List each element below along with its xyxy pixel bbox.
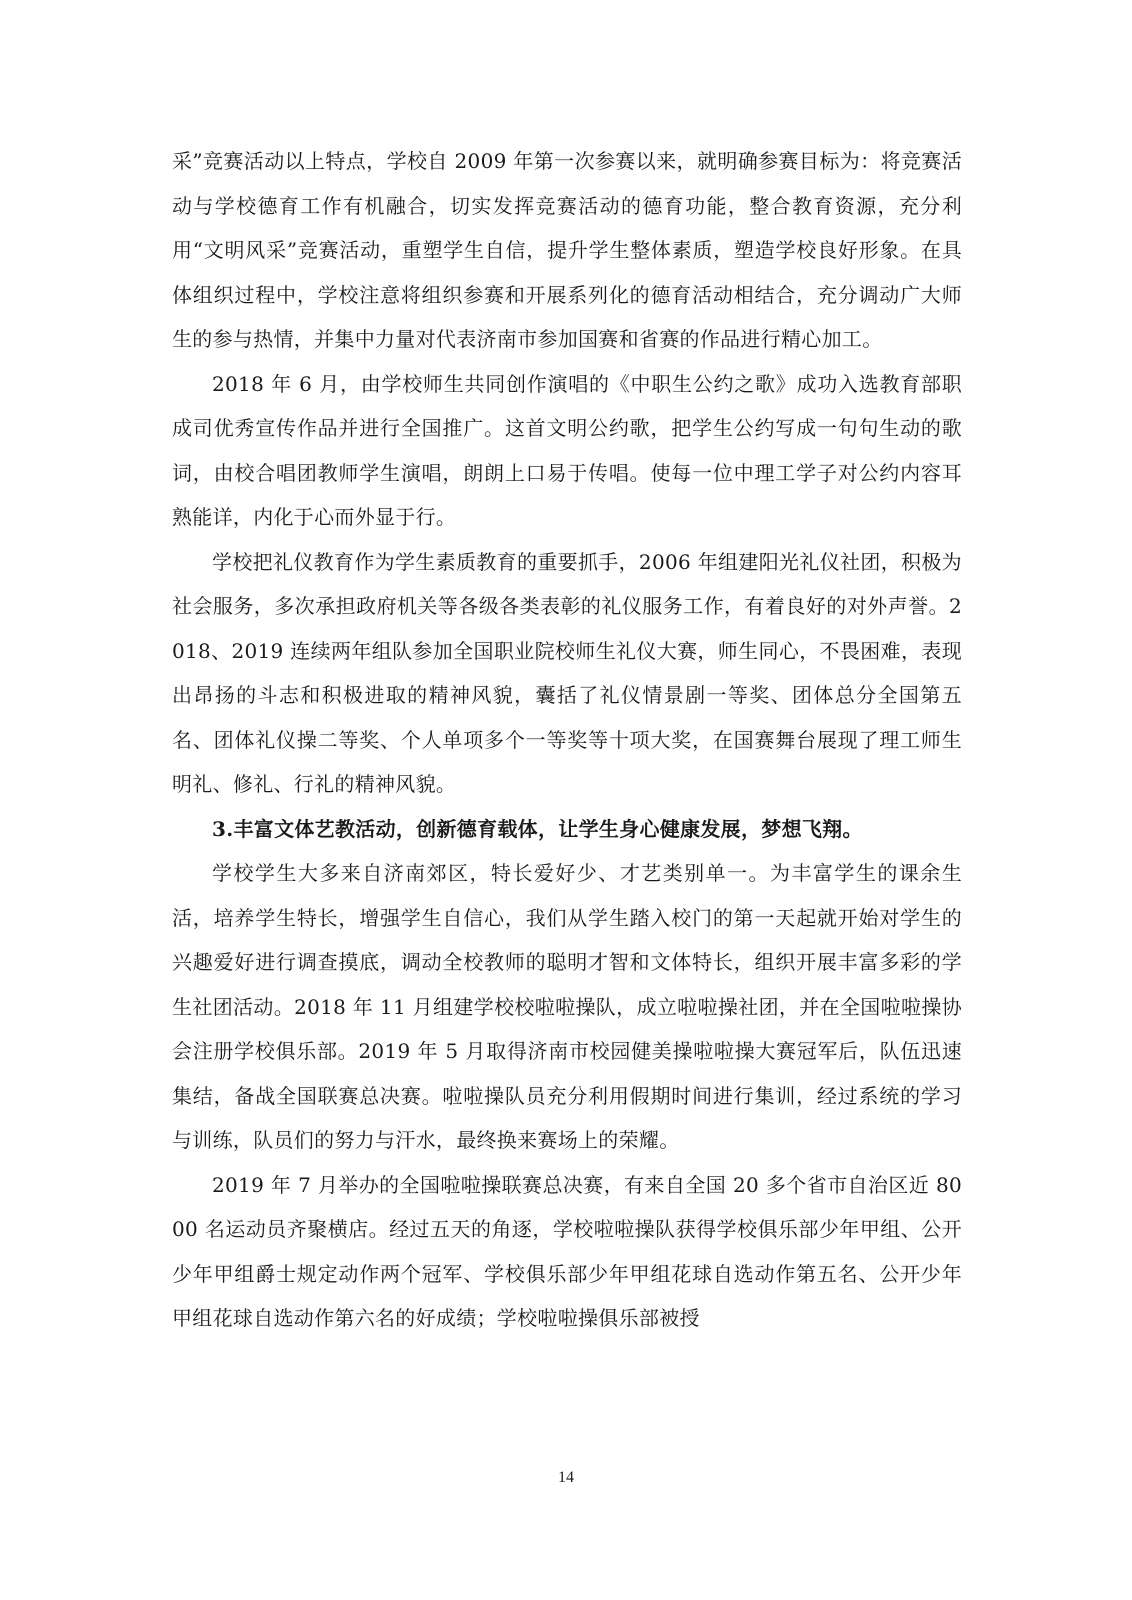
- body-text: [172, 139, 962, 1341]
- section-heading: 3.丰富文体艺教活动，创新德育载体，让学生身心健康发展，梦想飞翔。: [212, 816, 863, 841]
- paragraph: 2019 年 7 月举办的全国啦啦操联赛总决赛，有来自全国 20 多个省市自治区近 8000 名运动员齐聚横店。经过五天的角逐，学校啦啦操队获得学校俱乐部少年甲组、公开少年甲组爵士规定动作两个冠军、学校俱乐部少年甲组花球自选动作第五名、公开少年甲组花球自选动作第六名的好成绩；学校啦啦操俱乐部被授: [172, 1172, 962, 1330]
- paragraph-continuation: 采”竞赛活动以上特点，学校自 2009 年第一次参赛以来，就明确参赛目标为：将竞赛活动与学校德育工作有机融合，切实发挥竞赛活动的德育功能，整合教育资源，充分利用“文明风采”竞赛活动，重塑学生自信，提升学生整体素质，塑造学校良好形象。在具体组织过程中，学校注意将组织参赛和开展系列化的德育活动相结合，充分调动广大师生的参与热情，并集中力量对代表济南市参加国赛和省赛的作品进行精心加工。: [172, 149, 962, 351]
- paragraph: 2018 年 6 月，由学校师生共同创作演唱的《中职生公约之歌》成功入选教育部职成司优秀宣传作品并进行全国推广。这首文明公约歌，把学生公约写成一句句生动的歌词，由校合唱团教师学生演唱，朗朗上口易于传唱。使每一位中理工学子对公约内容耳熟能详，内化于心而外显于行。: [172, 371, 962, 529]
- page-number: 14: [558, 1469, 574, 1486]
- paragraph: 学校把礼仪教育作为学生素质教育的重要抓手，2006 年组建阳光礼仪社团，积极为社会服务，多次承担政府机关等各级各类表彰的礼仪服务工作，有着良好的对外声誉。2018、2019 连续两年组队参加全国职业院校师生礼仪大赛，师生同心，不畏困难，表现出昂扬的斗志和积极进取的精神风貌，囊括了礼仪情景剧一等奖、团体总分全国第五名、团体礼仪操二等奖、个人单项多个一等奖等十项大奖，在国赛舞台展现了理工师生明礼、修礼、行礼的精神风貌。: [172, 549, 962, 796]
- paragraph: 学校学生大多来自济南郊区，特长爱好少、才艺类别单一。为丰富学生的课余生活，培养学生特长，增强学生自信心，我们从学生踏入校门的第一天起就开始对学生的兴趣爱好进行调查摸底，调动全校教师的聪明才智和文体特长，组织开展丰富多彩的学生社团活动。2018 年 11 月组建学校校啦啦操队，成立啦啦操社团，并在全国啦啦操协会注册学校俱乐部。2019 年 5 月取得济南市校园健美操啦啦操大赛冠军后，队伍迅速集结，备战全国联赛总决赛。啦啦操队员充分利用假期时间进行集训，经过系统的学习与训练，队员们的努力与汗水，最终换来赛场上的荣耀。: [172, 861, 962, 1152]
